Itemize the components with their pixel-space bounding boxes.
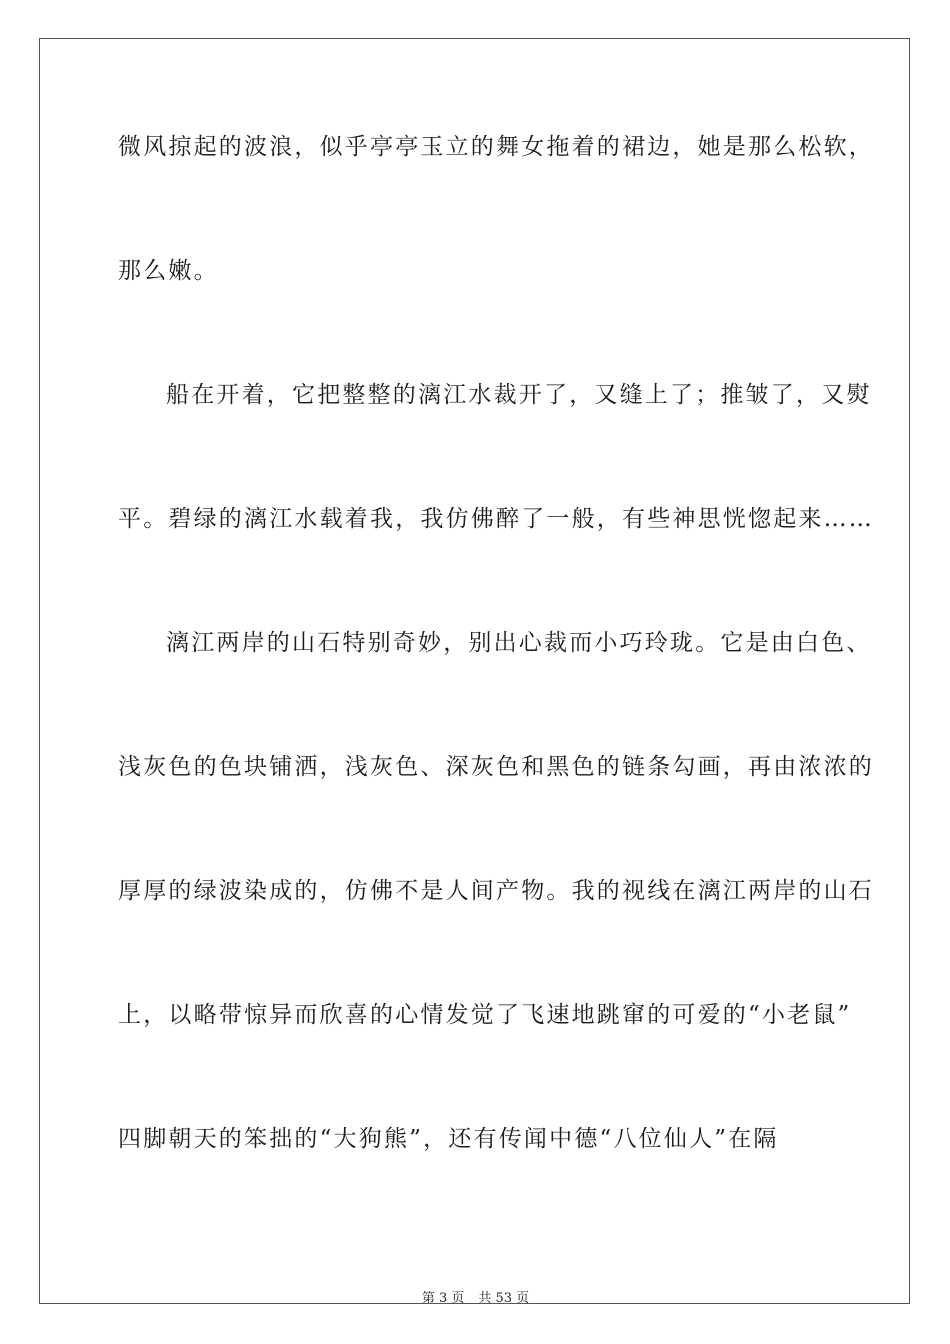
text-line-8: 上，以略带惊异而欣喜的心情发觉了飞速地跳窜的可爱的“小老鼠” xyxy=(118,1002,852,1028)
text-line-3: 船在开着，它把整整的漓江水裁开了，又缝上了；推皱了，又熨 xyxy=(166,382,872,408)
page-frame xyxy=(39,38,910,1304)
text-line-7: 厚厚的绿波染成的，仿佛不是人间产物。我的视线在漓江两岸的山石 xyxy=(118,878,874,904)
text-line-2: 那么嫩。 xyxy=(118,258,219,284)
text-line-4: 平。碧绿的漓江水载着我，我仿佛醉了一般，有些神思恍惚起来…… xyxy=(118,506,874,532)
text-line-5: 漓江两岸的山石特别奇妙，别出心裁而小巧玲珑。它是由白色、 xyxy=(166,630,872,656)
text-line-6: 浅灰色的色块铺洒，浅灰色、深灰色和黑色的链条勾画，再由浓浓的 xyxy=(118,754,874,780)
text-line-9: 四脚朝天的笨拙的“大狗熊”，还有传闻中德“八位仙人”在隔 xyxy=(118,1126,779,1152)
page-number: 第 3 页 xyxy=(421,1291,465,1306)
text-line-1: 微风掠起的波浪，似乎亭亭玉立的舞女拖着的裙边，她是那么松软， xyxy=(118,134,874,160)
page-total: 共 53 页 xyxy=(478,1291,530,1306)
page-footer xyxy=(40,1287,911,1306)
body-text xyxy=(118,127,874,1243)
